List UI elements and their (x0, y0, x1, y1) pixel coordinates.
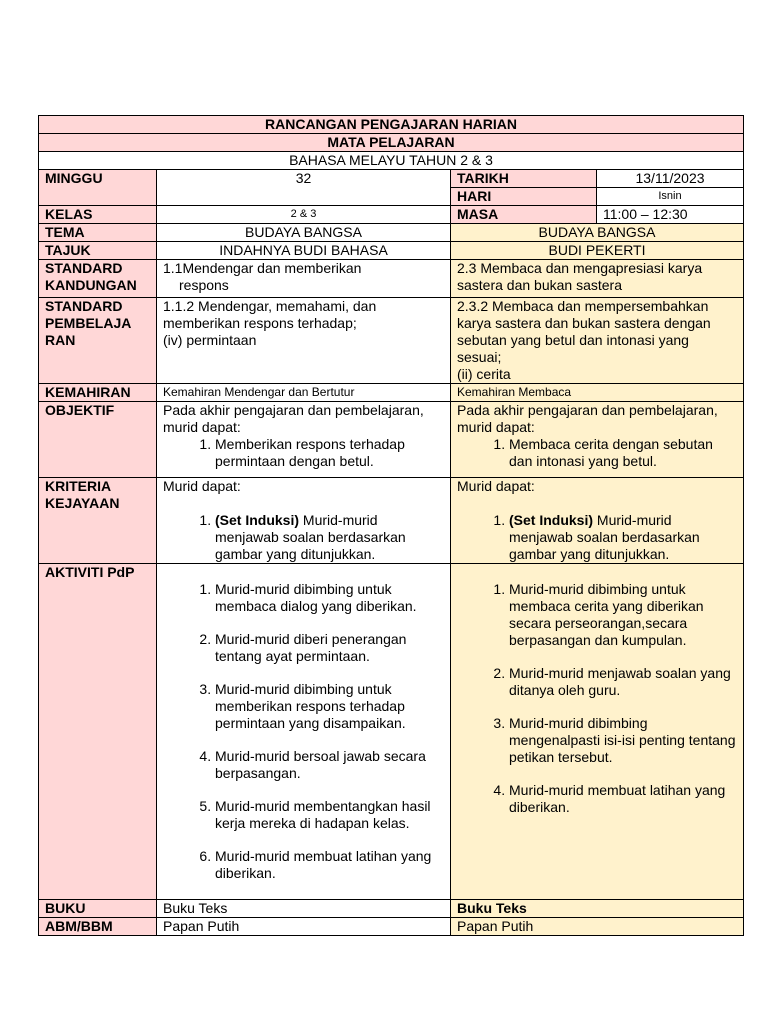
kriteria-left-rest: Murid-murid menjawab soalan berdasarkan gambar yang ditunjukkan. (215, 512, 406, 562)
sp-left-text: 1.1.2 Mendengar, memahami, dan memberikan respons terhadap; (163, 298, 377, 331)
kriteria-left-item (215, 512, 444, 563)
kriteria-left-bold: (Set Induksi) (215, 512, 300, 528)
buku-right: Buku Teks (451, 900, 744, 918)
aktiviti-left-item: 4. Murid-murid bersoal jawab secara berpasangan. (215, 748, 444, 782)
tajuk-right: BUDI PEKERTI (451, 242, 744, 260)
tajuk-left: INDAHNYA BUDI BAHASA (157, 242, 451, 260)
standard-kandungan-label (39, 260, 157, 298)
lesson-plan-table (38, 115, 744, 936)
standard-pembelajaran-left (157, 298, 451, 384)
aktiviti-label: AKTIVITI PdP (39, 564, 157, 900)
standard-pembelajaran-label (39, 298, 157, 384)
sp-label-line3: RAN (45, 332, 76, 348)
abm-label: ABM/BBM (39, 918, 157, 936)
aktiviti-left-item: 2. Murid-murid diberi penerangan tentang ayat permintaan. (215, 631, 444, 665)
hari-value: Isnin (597, 188, 744, 206)
aktiviti-left (157, 564, 451, 900)
sk-left-line1 (163, 260, 444, 277)
sp-label-line2: PEMBELAJA (45, 315, 132, 331)
abm-right: Papan Putih (451, 918, 744, 936)
aktiviti-left-item: 1. Murid-murid dibimbing untuk membaca dialog yang diberikan. (215, 581, 444, 615)
sp-left-item: (iv) permintaan (163, 332, 257, 348)
tajuk-label: TAJUK (39, 242, 157, 260)
tema-label: TEMA (39, 224, 157, 242)
kriteria-label-line2: KEJAYAAN (45, 495, 120, 511)
aktiviti-left-item: 3. Murid-murid dibimbing untuk memberikan respons terhadap permintaan yang disampaikan. (215, 681, 444, 732)
subject-name: BAHASA MELAYU TAHUN 2 & 3 (39, 152, 744, 170)
aktiviti-right-item: 2. Murid-murid menjawab soalan yang ditanya oleh guru. (509, 665, 737, 699)
minggu-value: 32 (157, 170, 451, 206)
objektif-right (451, 402, 744, 478)
aktiviti-right-item: 4. Murid-murid membuat latihan yang diberikan. (509, 782, 737, 816)
sk-left-number: 1.1 (163, 260, 183, 276)
sk-left-text2: respons (179, 277, 229, 293)
sp-label-line1: STANDARD (45, 298, 123, 314)
kriteria-label (39, 478, 157, 564)
sk-label-line1: STANDARD (45, 260, 123, 276)
standard-kandungan-left (157, 260, 451, 298)
sk-left-text1: Mendengar dan memberikan (182, 260, 362, 276)
objektif-left (157, 402, 451, 478)
sp-right-text: 2.3.2 Membaca dan mempersembahkan karya sastera dan bukan sastera dengan sebutan yang betul dan intonasi yang sesuai; (457, 298, 711, 365)
plan-title: RANCANGAN PENGAJARAN HARIAN (39, 116, 744, 134)
tema-left: BUDAYA BANGSA (157, 224, 451, 242)
kriteria-right (451, 478, 744, 564)
aktiviti-right-item: 1. Murid-murid dibimbing untuk membaca cerita yang diberikan secara perseorangan,secara berpasangan dan kumpulan. (509, 581, 737, 649)
kriteria-left-intro: Murid dapat: (163, 478, 241, 494)
sp-right-item: (ii) cerita (457, 366, 511, 382)
kelas-label: KELAS (39, 206, 157, 224)
standard-kandungan-right: 2.3 Membaca dan mengapresiasi karya sastera dan bukan sastera (451, 260, 744, 298)
masa-value: 11:00 – 12:30 (597, 206, 744, 224)
objektif-label: OBJEKTIF (39, 402, 157, 478)
kemahiran-right: Kemahiran Membaca (451, 384, 744, 402)
kriteria-right-item (509, 512, 737, 563)
aktiviti-right-item: 3. Murid-murid dibimbing mengenalpasti isi-isi penting tentang petikan tersebut. (509, 715, 737, 766)
sk-label-line2: KANDUNGAN (45, 277, 137, 293)
objektif-left-item: 1. Memberikan respons terhadap permintaan dengan betul. (215, 436, 444, 470)
tarikh-label: TARIKH (451, 170, 597, 188)
kriteria-right-intro: Murid dapat: (457, 478, 535, 494)
kriteria-right-bold: (Set Induksi) (509, 512, 594, 528)
hari-label: HARI (451, 188, 597, 206)
objektif-right-intro: Pada akhir pengajaran dan pembelajaran, murid dapat: (457, 402, 718, 435)
buku-label: BUKU (39, 900, 157, 918)
minggu-label: MINGGU (39, 170, 157, 206)
abm-left: Papan Putih (157, 918, 451, 936)
subject-heading: MATA PELAJARAN (39, 134, 744, 152)
kemahiran-left: Kemahiran Mendengar dan Bertutur (157, 384, 451, 402)
objektif-right-item: 1. Membaca cerita dengan sebutan dan intonasi yang betul. (509, 436, 737, 470)
kriteria-left (157, 478, 451, 564)
tema-right: BUDAYA BANGSA (451, 224, 744, 242)
tarikh-value: 13/11/2023 (597, 170, 744, 188)
masa-label: MASA (451, 206, 597, 224)
aktiviti-left-item: 6. Murid-murid membuat latihan yang diberikan. (215, 848, 444, 882)
standard-pembelajaran-right (451, 298, 744, 384)
buku-left: Buku Teks (157, 900, 451, 918)
aktiviti-left-item: 5. Murid-murid membentangkan hasil kerja mereka di hadapan kelas. (215, 798, 444, 832)
objektif-left-intro: Pada akhir pengajaran dan pembelajaran, murid dapat: (163, 402, 424, 435)
kelas-value: 2 & 3 (157, 206, 451, 224)
kemahiran-label: KEMAHIRAN (39, 384, 157, 402)
kriteria-label-line1: KRITERIA (45, 478, 112, 494)
aktiviti-right (451, 564, 744, 900)
kriteria-right-rest: Murid-murid menjawab soalan berdasarkan gambar yang ditunjukkan. (509, 512, 700, 562)
